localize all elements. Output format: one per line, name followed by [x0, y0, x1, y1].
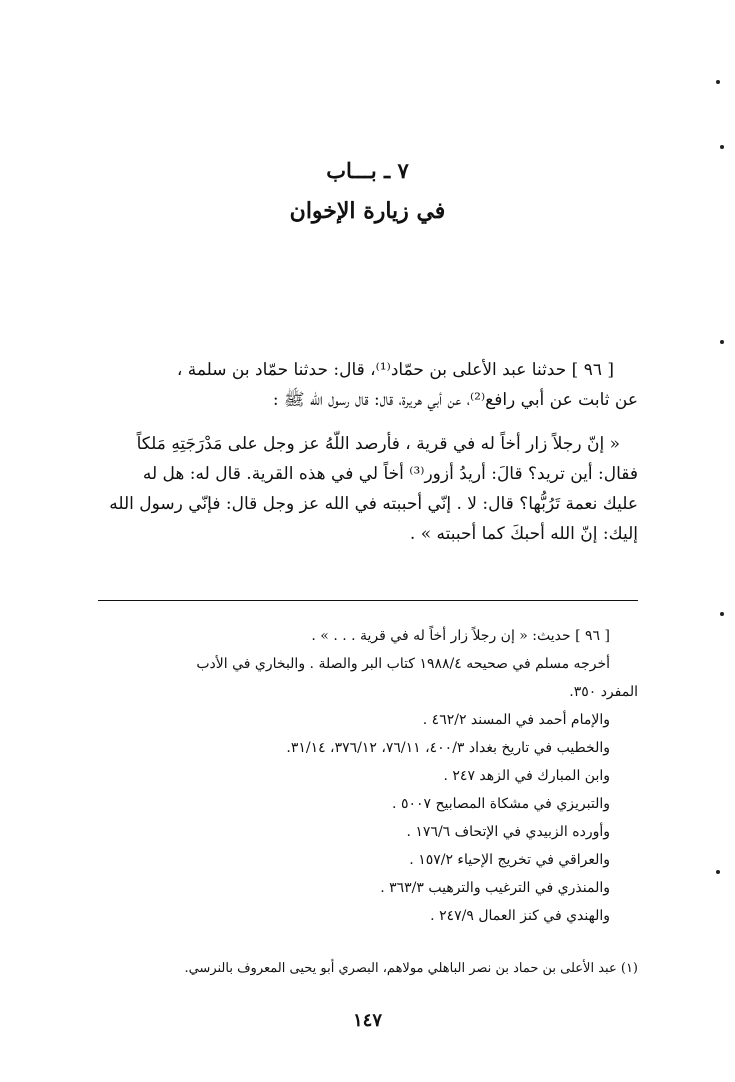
notes-line: والهندي في كنز العمال ٢٤٧/٩ . — [430, 908, 610, 924]
margin-dot — [716, 870, 720, 874]
page-number: ١٤٧ — [352, 1010, 382, 1031]
notes-line: والإمام أحمد في المسند ٤٦٢/٢ . — [422, 712, 610, 728]
notes-line: المفرد ٣٥٠. — [569, 684, 638, 700]
chapter-title: في زيارة الإخوان — [289, 198, 446, 224]
notes-line: والعراقي في تخريج الإحياء ١٥٧/٢ . — [409, 852, 610, 868]
hadith-line: إليك: إنّ الله أحبكَ كما أحببته » . — [409, 524, 638, 544]
notes-line: وأورده الزبيدي في الإتحاف ١٧٦/٦ . — [406, 824, 610, 840]
footnote: (١) عبد الأعلى بن حماد بن نصر الباهلي مولاهم، البصري أبو يحيى المعروف بالنرسي. — [184, 961, 638, 976]
hadith-text — [68, 355, 638, 549]
hadith-line: عن ثابت عن أبي رافع⁽²⁾، عن أبي هريرة، قال: قال رسول الله ﷺ : — [272, 390, 638, 410]
hadith-line: [ ٩٦ ] حدثنا عبد الأعلى بن حمّاد⁽¹⁾، قال: حدثنا حمّاد بن سلمة ، — [176, 360, 614, 380]
notes-line: والخطيب في تاريخ بغداد ٤٠٠/٣، ٧٦/١١، ٣٧٦/١٢، ٣١/١٤. — [286, 740, 610, 756]
margin-dot — [716, 80, 720, 84]
hadith-line: « إنّ رجلاً زار أخاً له في قرية ، فأرصد اللّهُ عز وجل على مَدْرَجَتِهِ مَلكاً — [136, 434, 620, 454]
hadith-line: عليك نعمة تَرُبُّها؟ قال: لا . إنّي أحببته في الله عز وجل قال: فإنّي رسول الله — [109, 494, 638, 514]
notes-header: [ ٩٦ ] حديث: « إن رجلاً زار أخاً له في قرية . . . » . — [311, 628, 610, 644]
commentary-notes — [78, 622, 638, 930]
notes-line: وابن المبارك في الزهد ٢٤٧ . — [443, 768, 610, 784]
margin-dot — [720, 340, 724, 344]
hadith-line: فقال: أين تريد؟ قالَ: أريدُ أزور⁽³⁾ أخاً لي في هذه القرية. قال له: هل له — [142, 464, 638, 484]
notes-line: والتبريزي في مشكاة المصابيح ٥٠٠٧ . — [392, 796, 610, 812]
margin-dot — [720, 612, 724, 616]
notes-line: والمنذري في الترغيب والترهيب ٣٦٣/٣ . — [380, 880, 610, 896]
margin-dot — [720, 145, 724, 149]
notes-line: أخرجه مسلم في صحيحه ١٩٨٨/٤ كتاب البر والصلة . والبخاري في الأدب — [196, 656, 610, 672]
notes-divider — [98, 600, 638, 601]
chapter-number: ٧ ـ بـــاب — [326, 158, 409, 183]
